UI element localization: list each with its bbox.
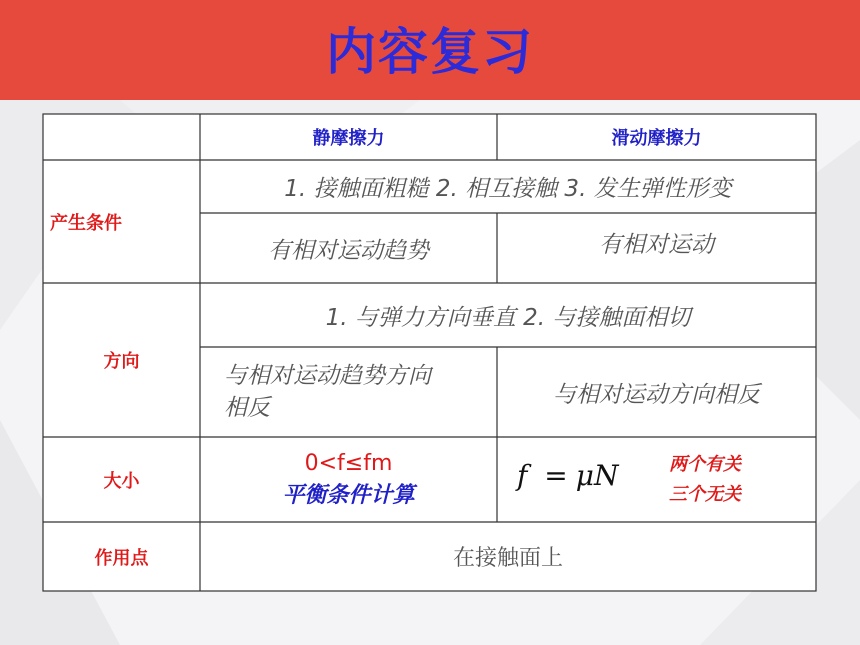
header-sliding-friction: 滑动摩擦力 bbox=[611, 128, 702, 149]
magnitude-sliding bbox=[497, 437, 816, 522]
direction-static bbox=[200, 347, 497, 437]
note-line1: 两个有关 bbox=[669, 454, 741, 475]
direction-static-line2: 相反 bbox=[224, 395, 270, 421]
formula-f: f bbox=[517, 459, 528, 492]
header-static-friction: 静摩擦力 bbox=[312, 128, 385, 149]
direction-sliding: 与相对运动方向相反 bbox=[553, 381, 760, 408]
formula-mu: μ bbox=[575, 459, 594, 492]
friction-formula bbox=[517, 459, 618, 492]
direction-shared: 1. 与弹力方向垂直 2. 与接触面相切 bbox=[325, 304, 691, 331]
row-label-condition: 产生条件 bbox=[50, 212, 122, 234]
condition-shared: 1. 接触面粗糙 2. 相互接触 3. 发生弹性形变 bbox=[284, 176, 732, 202]
condition-sliding: 有相对运动 bbox=[599, 231, 714, 258]
row-label-direction: 方向 bbox=[103, 351, 140, 372]
row-label-point: 作用点 bbox=[94, 547, 149, 569]
direction-static-line1: 与相对运动趋势方向 bbox=[224, 363, 431, 389]
point-value: 在接触面上 bbox=[452, 546, 563, 571]
row-label-magnitude: 大小 bbox=[103, 470, 140, 492]
formula-n: N bbox=[593, 459, 619, 492]
magnitude-static bbox=[200, 437, 497, 522]
magnitude-static-range: 0<f≤fm bbox=[304, 450, 393, 476]
slide-title: 内容复习 bbox=[326, 23, 534, 81]
note-line2: 三个无关 bbox=[669, 484, 741, 505]
formula-equals: = bbox=[544, 459, 568, 492]
formula-note bbox=[669, 450, 741, 510]
condition-static: 有相对运动趋势 bbox=[268, 237, 429, 264]
magnitude-static-method: 平衡条件计算 bbox=[282, 482, 415, 508]
